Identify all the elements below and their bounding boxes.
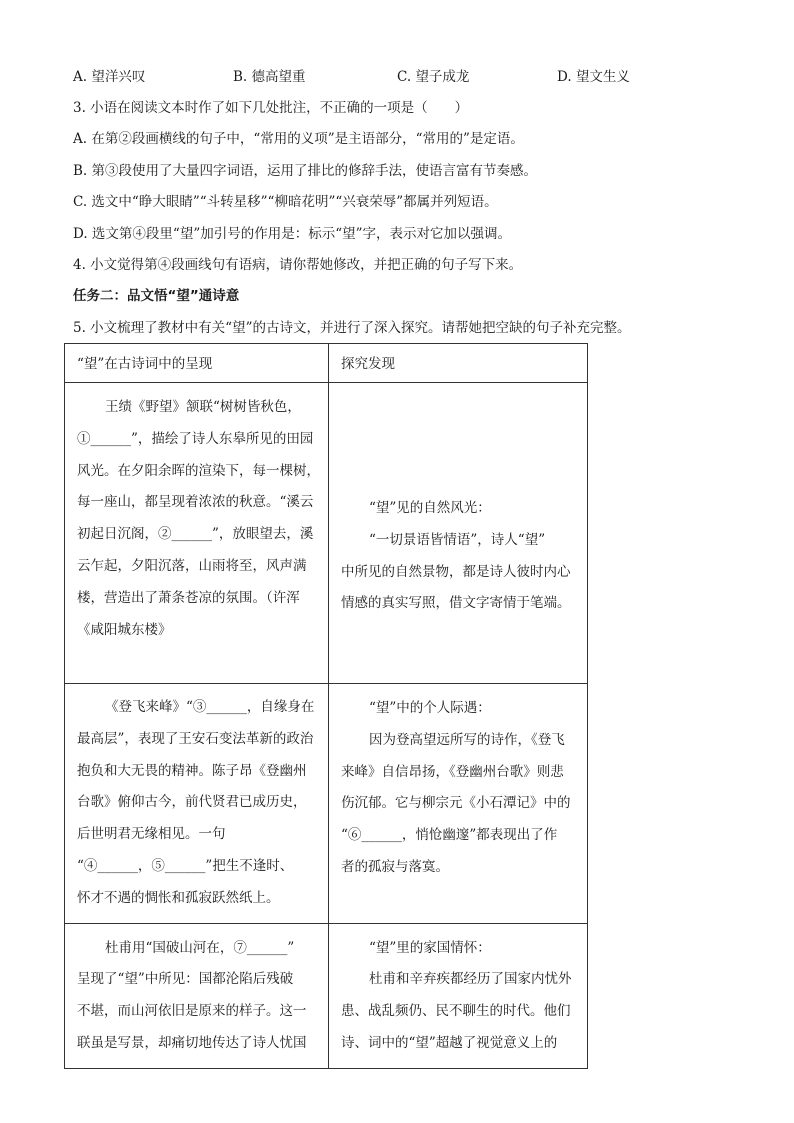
- row2-right-line: 者的孤寂与落寞。: [341, 858, 449, 875]
- option-text: 望文生义: [575, 69, 630, 85]
- row2-left-line: 抱负和大无畏的精神。陈子昂《登幽州: [77, 762, 307, 779]
- option-text: 望子成龙: [415, 69, 470, 85]
- poetry-table: [64, 343, 588, 1069]
- row1-left-line: 王绩《野望》颔联“树树皆秋色，: [105, 399, 301, 415]
- header-left-text: “望”在古诗词中的呈现: [77, 356, 213, 372]
- row2-right-line: 来峰》自信昂扬，《登幽州台歌》则悲: [341, 763, 564, 780]
- option-text: 望洋兴叹: [91, 69, 146, 85]
- row2-left-line: 最高层”，表现了王安石变法革新的政治: [77, 730, 314, 747]
- row3-right-line: 诗、词中的“望”超越了视觉意义上的: [341, 1034, 558, 1051]
- row1-right-line: 中所见的自然景物，都是诗人彼时内心: [341, 563, 571, 580]
- row3-right-cell: [329, 923, 588, 1068]
- option-letter: B.: [233, 69, 248, 85]
- option-c: [397, 67, 469, 87]
- table-header-row: [65, 344, 588, 383]
- row1-left-line: 楼，营造出了萧条苍凉的氛围。（许浑: [77, 589, 300, 606]
- row2-right-line: 因为登高望远所写的诗作，《登飞: [369, 731, 565, 748]
- table-row: [65, 684, 588, 924]
- row2-left-line: 后世明君无缘相见。一句: [77, 826, 226, 843]
- q3-option-d: D. 选文第④段里“望”加引号的作用是：标示“望”字，表示对它加以强调。: [73, 226, 512, 242]
- row3-left-line: 联虽是写景，却痛切地传达了诗人忧国: [77, 1034, 307, 1051]
- row1-left-line: 风光。在夕阳余晖的渲染下，每一棵树，: [77, 462, 320, 479]
- row1-right-cell: [329, 383, 588, 684]
- option-letter: A.: [73, 69, 88, 85]
- table-row: [65, 383, 588, 684]
- row3-right-line: “望”里的家国情怀：: [369, 939, 491, 956]
- row3-right-line: 患、战乱频仍、民不聊生的时代。他们: [341, 1003, 571, 1020]
- option-text: 德高望重: [251, 69, 306, 85]
- header-right-text: 探究发现: [341, 356, 395, 372]
- row1-left-line: 初起日沉阁，②______”，放眼望去，溪: [77, 526, 314, 543]
- row1-left-line: 每一座山，都呈现着浓浓的秋意。“溪云: [77, 494, 314, 511]
- row3-left-cell: [65, 923, 329, 1068]
- row1-left-cell: [65, 383, 329, 684]
- table-row: [65, 923, 588, 1068]
- row1-right-line: “一切景语皆情语”，诗人“望”: [369, 531, 546, 548]
- row2-left-line: 《登飞来峰》“③______，自缘身在: [105, 699, 315, 715]
- row2-right-line: “望”中的个人际遇：: [369, 700, 491, 716]
- q3-option-b: B. 第③段使用了大量四字词语，运用了排比的修辞手法，使语言富有节奏感。: [73, 163, 538, 179]
- q3-option-a: A. 在第②段画横线的句子中，“常用的义项”是主语部分，“常用的”是定语。: [73, 131, 524, 147]
- option-b: [233, 67, 306, 87]
- row2-left-line: “④______，⑤______”把生不逢时、: [77, 857, 294, 874]
- row2-right-line: “⑥______，悄怆幽邃”都表现出了作: [341, 827, 558, 844]
- row3-left-line: 不堪，而山河依旧是原来的样子。这一: [77, 1003, 307, 1020]
- option-a: [73, 67, 145, 87]
- option-letter: D.: [557, 69, 572, 85]
- row3-left-line: 呈现了“望”中所见：国都沦陷后残破: [77, 971, 294, 988]
- table-header-left: [65, 344, 329, 383]
- q5-stem: 5. 小文梳理了教材中有关“望”的古诗文，并进行了深入探究。请帮她把空缺的句子补充完整。: [73, 320, 631, 336]
- row2-left-cell: [65, 684, 329, 924]
- row2-right-cell: [329, 684, 588, 924]
- row3-right-line: 杜甫和辛弃疾都经历了国家内忧外: [369, 971, 572, 988]
- table-header-right: [329, 344, 588, 383]
- row1-right-line: 情感的真实写照，借文字寄情于笔端。: [341, 595, 571, 612]
- task2-heading: 任务二：品文悟“望”通诗意: [73, 288, 240, 304]
- q4-stem: 4. 小文觉得第④段画线句有语病，请你帮她修改，并把正确的句子写下来。: [73, 257, 523, 273]
- row2-right-line: 伤沉郁。它与柳宗元《小石潭记》中的: [341, 795, 571, 812]
- q3-option-c: C. 选文中“睁大眼睛”“斗转星移”“柳暗花明”“兴衰荣辱”都属并列短语。: [73, 194, 498, 210]
- row1-right-line: “望”见的自然风光：: [369, 500, 491, 516]
- option-letter: C.: [397, 69, 412, 85]
- q3-stem: 3. 小语在阅读文本时作了如下几处批注，不正确的一项是（ ）: [73, 100, 469, 116]
- option-d: [557, 67, 630, 87]
- row1-left-line: 《咸阳城东楼》: [77, 621, 172, 638]
- row1-left-line: 云乍起，夕阳沉落，山雨将至，风声满: [77, 557, 307, 574]
- row2-left-line: 台歌》俯仰古今，前代贤君已成历史，: [77, 794, 307, 811]
- row1-left-line: ①______”，描绘了诗人东皋所见的田园: [77, 430, 314, 447]
- row3-left-line: 杜甫用“国破山河在，⑦______”: [105, 939, 295, 956]
- row2-left-line: 怀才不遇的惆怅和孤寂跃然纸上。: [77, 889, 280, 906]
